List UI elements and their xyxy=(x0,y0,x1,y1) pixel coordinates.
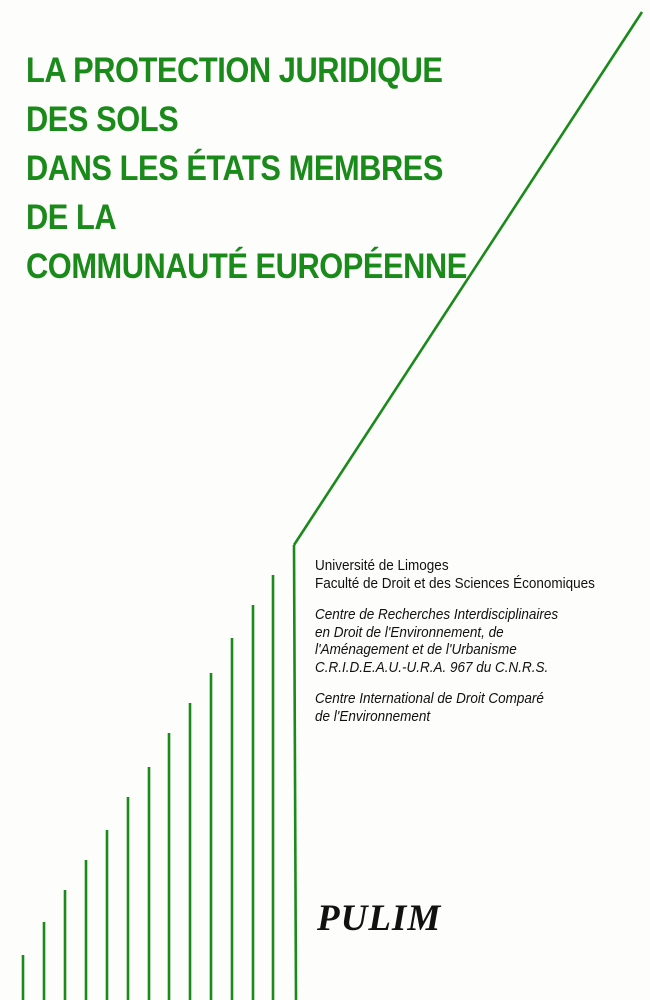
research-centre-info xyxy=(315,606,612,676)
international-centre-info xyxy=(315,690,612,725)
title-line: DE LA xyxy=(26,198,117,237)
info-line: Faculté de Droit et des Sciences Économiques xyxy=(315,574,595,592)
diagonal-line xyxy=(294,12,642,545)
vertical-line xyxy=(294,545,296,1000)
info-line: l'Aménagement et de l'Urbanisme xyxy=(315,641,517,658)
info-line: Centre de Recherches Interdisciplinaires xyxy=(315,606,559,623)
info-line: de l'Environnement xyxy=(315,707,431,725)
info-line: Centre International de Droit Comparé xyxy=(315,690,544,707)
institutions-block xyxy=(315,557,612,739)
bar-group xyxy=(23,575,273,1000)
title-line: COMMUNAUTÉ EUROPÉENNE xyxy=(26,247,467,286)
info-line: C.R.I.D.E.A.U.-U.R.A. 967 du C.N.R.S. xyxy=(315,658,549,676)
title-line: LA PROTECTION JURIDIQUE xyxy=(26,51,443,90)
title-line: DES SOLS xyxy=(26,100,179,139)
publisher-name: PULIM xyxy=(317,898,442,939)
title-line: DANS LES ÉTATS MEMBRES xyxy=(26,149,443,188)
info-line: Université de Limoges xyxy=(315,557,449,574)
info-line: en Droit de l'Environnement, de xyxy=(315,623,504,641)
university-info xyxy=(315,557,612,592)
